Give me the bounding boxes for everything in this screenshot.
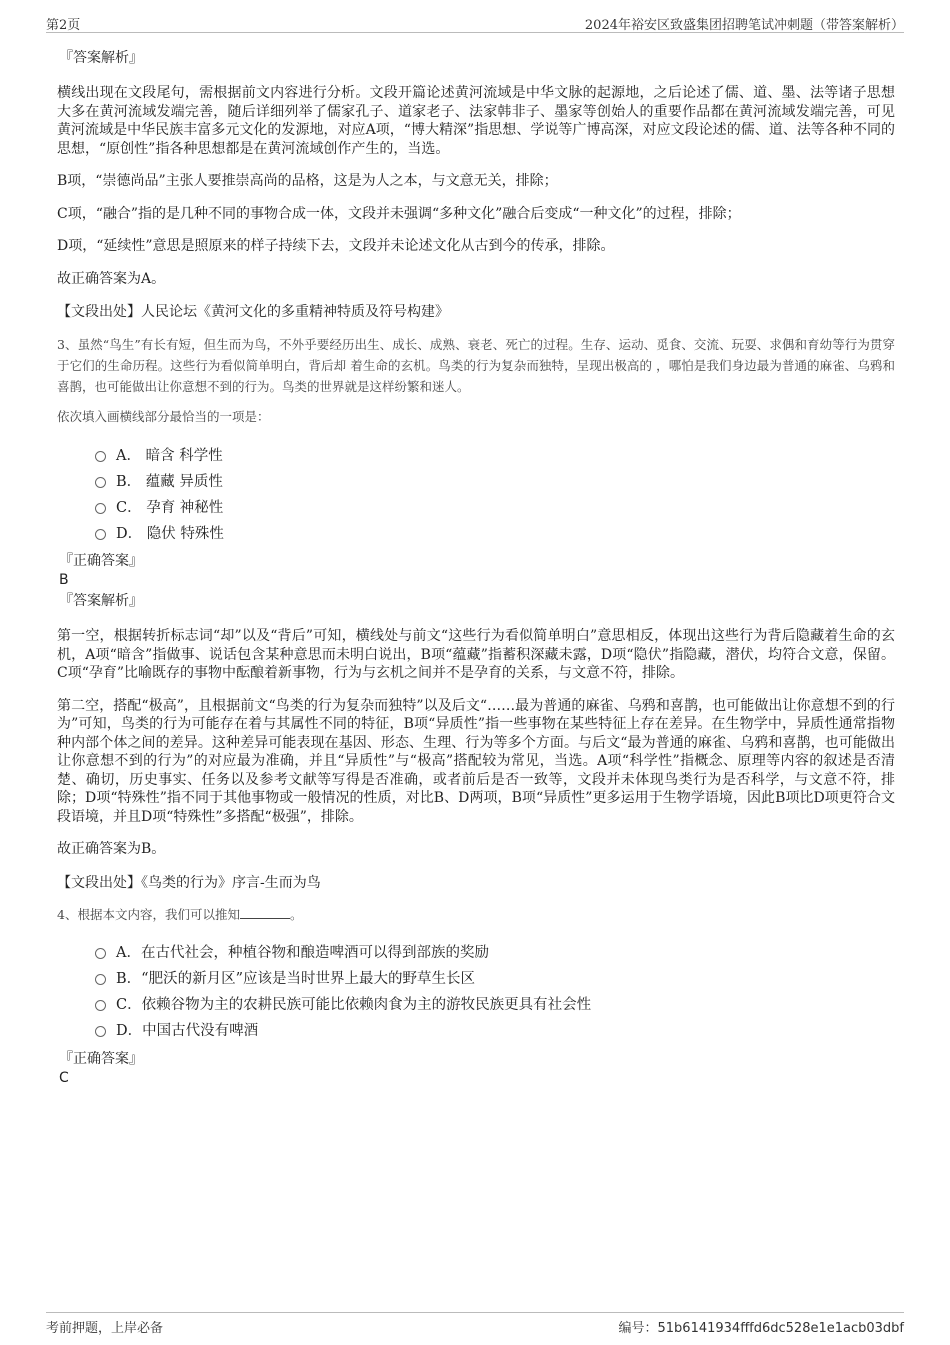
radio-button[interactable] xyxy=(95,948,106,959)
radio-button[interactable] xyxy=(95,974,106,985)
analysis-paragraph: 第二空，搭配“极高”，且根据前文“鸟类的行为复杂而独特”以及后文“……最为普通的麻雀、乌鸦和喜鹊，也可能做出让你意想不到的行为”可知，鸟类的行为可能存在着与其属性不同的特征，B项“异质性”指一些事物在某些特征上存在差异。在生物学中，异质性通常指物种内部个体之间的差异。这种差异可能表现在基因、形态、生理、行为等多个方面。与后文“最为普通的麻雀、乌鸦和喜鹊，也可能做出让你意想不到的行为”的对应最为准确，并且“异质性”与“极高”搭配较为常见，当选。A项“科学性”指概念、原理等内容的叙述是否清楚、确切，历史事实、任务以及参考文献等写得是否准确，或者前后是否一致等，文段并未体现鸟类行为是否科学，与文意不符，排除；D项“特殊性”指不同于其他事物或一般情况的性质，对比B、D两项，B项“异质性”更多运用于生物学语境，因此B项比D项更符合文段语境，并且D项“特殊性”多搭配“极强”，排除。 xyxy=(57,697,895,825)
analysis-paragraph: 横线出现在文段尾句，需根据前文内容进行分析。文段开篇论述黄河流域是中华文脉的起源地，之后论述了儒、道、墨、法等诸子思想大多在黄河流域发端完善，随后详细列举了儒家孔子、道家老子、法家韩非子、墨家等创始人的重要作品都在黄河流域发端完善，可见黄河流域是中华民族丰富多元文化的发源地，对应A项，“博大精深”指思想、学说等广博高深，对应文段论述的儒、道、法等各种不同的思想，“原创性”指各种思想都是在黄河流域创作产生的，当选。 xyxy=(57,85,895,157)
page-content xyxy=(57,42,895,1089)
footer-slogan: 考前押题，上岸必备 xyxy=(46,1321,164,1336)
page-header xyxy=(46,12,904,33)
prompt-text: 4、根据本文内容，我们可以推知 xyxy=(57,906,240,922)
option-b[interactable] xyxy=(95,467,895,493)
option-c[interactable] xyxy=(95,493,895,519)
correct-answer-tag: 『正确答案』 xyxy=(59,1050,143,1067)
option-label: D．中国古代没有啤酒 xyxy=(116,1023,259,1039)
radio-button[interactable] xyxy=(95,529,106,540)
option-a[interactable] xyxy=(95,441,895,467)
correct-answer-tag: 『正确答案』 xyxy=(59,553,143,569)
option-list xyxy=(95,939,895,1043)
option-label: C．依赖谷物为主的农耕民族可能比依赖肉食为主的游牧民族更具有社会性 xyxy=(116,997,592,1013)
document-title: 2024年裕安区致盛集团招聘笔试冲刺题（带答案解析） xyxy=(584,18,904,33)
analysis-tag: 『答案解析』 xyxy=(59,50,143,66)
conclusion: 故正确答案为B。 xyxy=(57,841,166,857)
radio-button[interactable] xyxy=(95,503,106,514)
option-b[interactable] xyxy=(95,965,895,991)
analysis-paragraph: C项，“融合”指的是几种不同的事物合成一体，文段并未强调“多种文化”融合后变成“一种文化”的过程，排除； xyxy=(57,205,741,222)
prompt-end: 。 xyxy=(289,906,303,922)
analysis-paragraph: D项，“延续性”意思是照原来的样子持续下去，文段并未论述文化从古到今的传承，排除。 xyxy=(57,238,615,254)
option-d[interactable] xyxy=(95,1017,895,1043)
radio-button[interactable] xyxy=(95,1026,106,1037)
question-prompt xyxy=(57,905,895,925)
option-label: A． 暗含 科学性 xyxy=(116,447,223,464)
source-citation: 【文段出处】《鸟类的行为》序言-生而为鸟 xyxy=(57,874,321,891)
question-prompt: 依次填入画横线部分最恰当的一项是： xyxy=(57,409,270,424)
correct-answer: C xyxy=(59,1069,69,1086)
document-code: 编号：51b6141934fffd6dc528e1e1acb03dbf xyxy=(618,1321,904,1336)
option-a[interactable] xyxy=(95,939,895,965)
option-c[interactable] xyxy=(95,991,895,1017)
radio-button[interactable] xyxy=(95,477,106,488)
page-number: 第2页 xyxy=(46,18,81,33)
option-d[interactable] xyxy=(95,519,895,545)
analysis-paragraph: 第一空，根据转折标志词“却”以及“背后”可知，横线处与前文“这些行为看似简单明白”意思相反，体现出这些行为背后隐藏着生命的玄机，A项“暗含”指做事、说话包含某种意思而未明白说出，B项“蕴藏”指蓄积深藏未露，D项“隐伏”指隐藏，潜伏，均符合文意，保留。C项“孕育”比喻既存的事物中酝酿着新事物，行为与玄机之间并不是孕育的关系，与文意不符，排除。 xyxy=(57,628,895,681)
option-label: C． 孕育 神秘性 xyxy=(116,499,224,516)
option-label: D． 隐伏 特殊性 xyxy=(116,525,224,542)
option-label: B． 蕴藏 异质性 xyxy=(116,473,223,490)
radio-button[interactable] xyxy=(95,451,106,462)
conclusion: 故正确答案为A。 xyxy=(57,270,166,287)
analysis-paragraph: B项，“崇德尚品”主张人要推崇高尚的品格，这是为人之本，与文意无关，排除； xyxy=(57,173,558,189)
source-citation: 【文段出处】人民论坛《黄河文化的多重精神特质及符号构建》 xyxy=(57,304,449,320)
option-list xyxy=(95,441,895,545)
option-label: A．在古代社会，种植谷物和酿造啤酒可以得到部族的奖励 xyxy=(116,945,489,961)
option-label: B．“肥沃的新月区”应该是当时世界上最大的野草生长区 xyxy=(116,971,475,987)
answer-blank xyxy=(240,906,290,919)
radio-button[interactable] xyxy=(95,1000,106,1011)
correct-answer: B xyxy=(59,572,69,588)
page-footer xyxy=(46,1312,904,1335)
question-passage: 3、虽然“鸟生”有长有短，但生而为鸟，不外乎要经历出生、成长、成熟、衰老、死亡的过程。生存、运动、觅食、交流、玩耍、求偶和育幼等行为贯穿于它们的生命历程。这些行为看似简单明白，背后却 着生命的玄机。鸟类的行为复杂而独特，呈现出极高的 ，哪怕是我们身边最为普通的麻雀、乌鸦和喜鹊，也可能做出让你意想不到的行为。鸟类的世界就是这样纷繁和迷人。 xyxy=(57,337,895,394)
analysis-tag: 『答案解析』 xyxy=(59,593,143,609)
